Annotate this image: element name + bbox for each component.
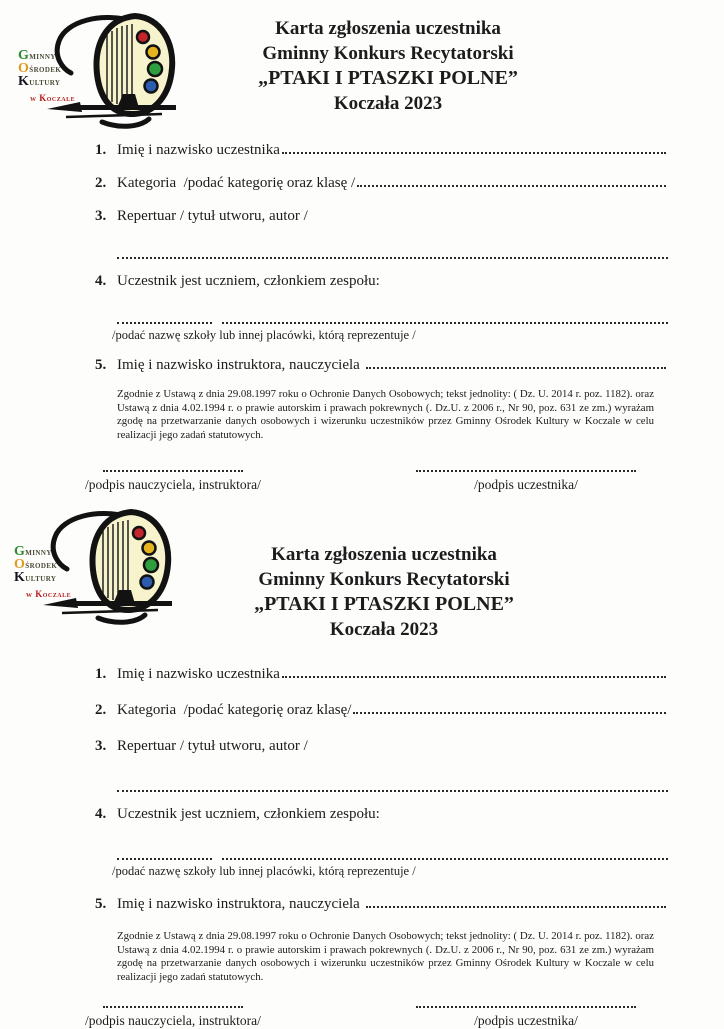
signatures-row xyxy=(85,1004,636,1029)
dotted-fill-line xyxy=(282,152,666,154)
form-header xyxy=(0,0,724,132)
signature-dotted-line xyxy=(103,468,243,472)
participant-signature-block xyxy=(416,1004,636,1029)
form-title-line3: „PTAKI I PTASZKI POLNE” xyxy=(254,593,514,615)
school-fill-line xyxy=(117,310,668,324)
dotted-fill-line xyxy=(282,676,666,678)
item-label: Repertuar / tytuł utworu, autor / xyxy=(117,738,308,754)
dotted-fill-line xyxy=(366,906,666,908)
signature-dotted-line xyxy=(103,1004,243,1008)
item-label: Kategoria /podać kategorię oraz klasę / xyxy=(117,175,356,191)
school-line-caption: /podać nazwę szkoły lub innej placówki, którą reprezentuje / xyxy=(112,864,416,878)
dotted-fill-line xyxy=(117,245,668,259)
form-title-line4: Koczała 2023 xyxy=(329,619,439,640)
field-participant-name xyxy=(95,664,668,684)
participant-signature-caption: /podpis uczestnika/ xyxy=(474,477,578,492)
logo-org-line2: Ośrodek xyxy=(18,61,62,76)
logo-org-line3: Kultury xyxy=(14,570,57,585)
item-number: 4. xyxy=(95,806,107,822)
data-protection-disclaimer: Zgodnie z Ustawą z dnia 29.08.1997 roku o Ochronie Danych Osobowych; tekst jednolity: ( Dz. U. 2014 r. poz. 1182). oraz Ustawą z dnia 4.02.1994 r. o prawie autorskim i prawach pokrewnych (. Dz.U. z 2006 r., Nr 90, poz. 631 ze zm.) wyrażam zgodę na przetwarzanie danych osobowych i wizerunku uczestników przez Gminny Ośrodek Kultury w Koczale w celu realizacji jego zadań statutowych. xyxy=(117,388,654,441)
form-title-line4: Koczała 2023 xyxy=(333,93,443,114)
item-number: 3. xyxy=(95,208,107,224)
teacher-signature-block xyxy=(85,1004,261,1029)
logo-org-line2: Ośrodek xyxy=(14,557,58,572)
form-items xyxy=(95,140,668,375)
field-repertoire xyxy=(95,206,668,226)
field-school xyxy=(95,271,668,291)
teacher-signature-caption: /podpis nauczyciela, instruktora/ xyxy=(85,1013,261,1028)
dotted-fill-line-short xyxy=(117,310,212,324)
field-school xyxy=(95,804,668,824)
field-instructor-name xyxy=(95,894,668,914)
item-label: Uczestnik jest uczniem, członkiem zespołu: xyxy=(117,273,380,289)
logo-location: w Koczale xyxy=(26,589,72,599)
field-participant-name xyxy=(95,140,668,160)
dotted-fill-line xyxy=(366,367,666,369)
item-number: 2. xyxy=(95,702,107,718)
participant-signature-caption: /podpis uczestnika/ xyxy=(474,1013,578,1028)
form-title-line3: „PTAKI I PTASZKI POLNE” xyxy=(258,67,518,89)
item-label: Imię i nazwisko instruktora, nauczyciela xyxy=(117,357,364,373)
item-label: Repertuar / tytuł utworu, autor / xyxy=(117,208,308,224)
field-category xyxy=(95,173,668,193)
item-label: Imię i nazwisko instruktora, nauczyciela xyxy=(117,896,364,912)
logo-text xyxy=(18,50,75,104)
school-line-caption: /podać nazwę szkoły lub innej placówki, którą reprezentuje / xyxy=(112,328,416,342)
item-label: Imię i nazwisko uczestnika xyxy=(117,666,280,682)
form-copy-1 xyxy=(0,0,724,490)
field-repertoire xyxy=(95,736,668,756)
gok-koczala-logo xyxy=(18,10,188,132)
repertoire-fill-line xyxy=(117,778,668,792)
logo-location: w Koczale xyxy=(30,93,76,103)
form-header xyxy=(0,490,724,642)
signature-dotted-line xyxy=(416,1004,636,1008)
logo-text xyxy=(14,546,71,600)
item-number: 1. xyxy=(95,666,107,682)
repertoire-fill-line xyxy=(117,245,668,259)
item-number: 5. xyxy=(95,896,107,912)
dotted-fill-line xyxy=(353,712,666,714)
field-instructor-name xyxy=(95,355,668,375)
logo-org-line1: Gminny xyxy=(14,544,52,559)
item-number: 3. xyxy=(95,738,107,754)
logo-org-line1: Gminny xyxy=(18,48,56,63)
teacher-signature-caption: /podpis nauczyciela, instruktora/ xyxy=(85,477,261,492)
dotted-fill-line-long xyxy=(222,310,668,324)
item-label: Kategoria /podać kategorię oraz klasę/ xyxy=(117,702,352,718)
dotted-fill-line-long xyxy=(222,846,668,860)
item-number: 4. xyxy=(95,273,107,289)
data-protection-disclaimer: Zgodnie z Ustawą z dnia 29.08.1997 roku o Ochronie Danych Osobowych; tekst jednolity: ( Dz. U. 2014 r. poz. 1182). oraz Ustawą z dnia 4.02.1994 r. o prawie autorskim i prawach pokrewnych (. Dz.U. z 2006 r., Nr 90, poz. 631 ze zm.) wyrażam zgodę na przetwarzanie danych osobowych i wizerunku uczestników przez Gminny Ośrodek Kultury w Koczale w celu realizacji jego zadań statutowych. xyxy=(117,930,654,983)
dotted-fill-line xyxy=(357,185,666,187)
item-label: Imię i nazwisko uczestnika xyxy=(117,142,280,158)
form-title-line1: Karta zgłoszenia uczestnika xyxy=(275,18,501,39)
form-items xyxy=(95,664,668,914)
item-number: 2. xyxy=(95,175,107,191)
school-fill-line xyxy=(117,846,668,860)
title-block xyxy=(184,542,584,642)
item-number: 1. xyxy=(95,142,107,158)
form-copy-2 xyxy=(0,490,724,1028)
dotted-fill-line-short xyxy=(117,846,212,860)
field-category xyxy=(95,700,668,720)
gok-koczala-logo xyxy=(14,506,184,628)
form-title-line1: Karta zgłoszenia uczestnika xyxy=(271,544,497,565)
item-label: Uczestnik jest uczniem, członkiem zespołu: xyxy=(117,806,380,822)
title-block xyxy=(188,16,588,116)
logo-org-line3: Kultury xyxy=(18,74,61,89)
signature-dotted-line xyxy=(416,468,636,472)
item-number: 5. xyxy=(95,357,107,373)
form-title-line2: Gminny Konkurs Recytatorski xyxy=(262,43,514,64)
form-title-line2: Gminny Konkurs Recytatorski xyxy=(258,569,510,590)
dotted-fill-line xyxy=(117,778,668,792)
